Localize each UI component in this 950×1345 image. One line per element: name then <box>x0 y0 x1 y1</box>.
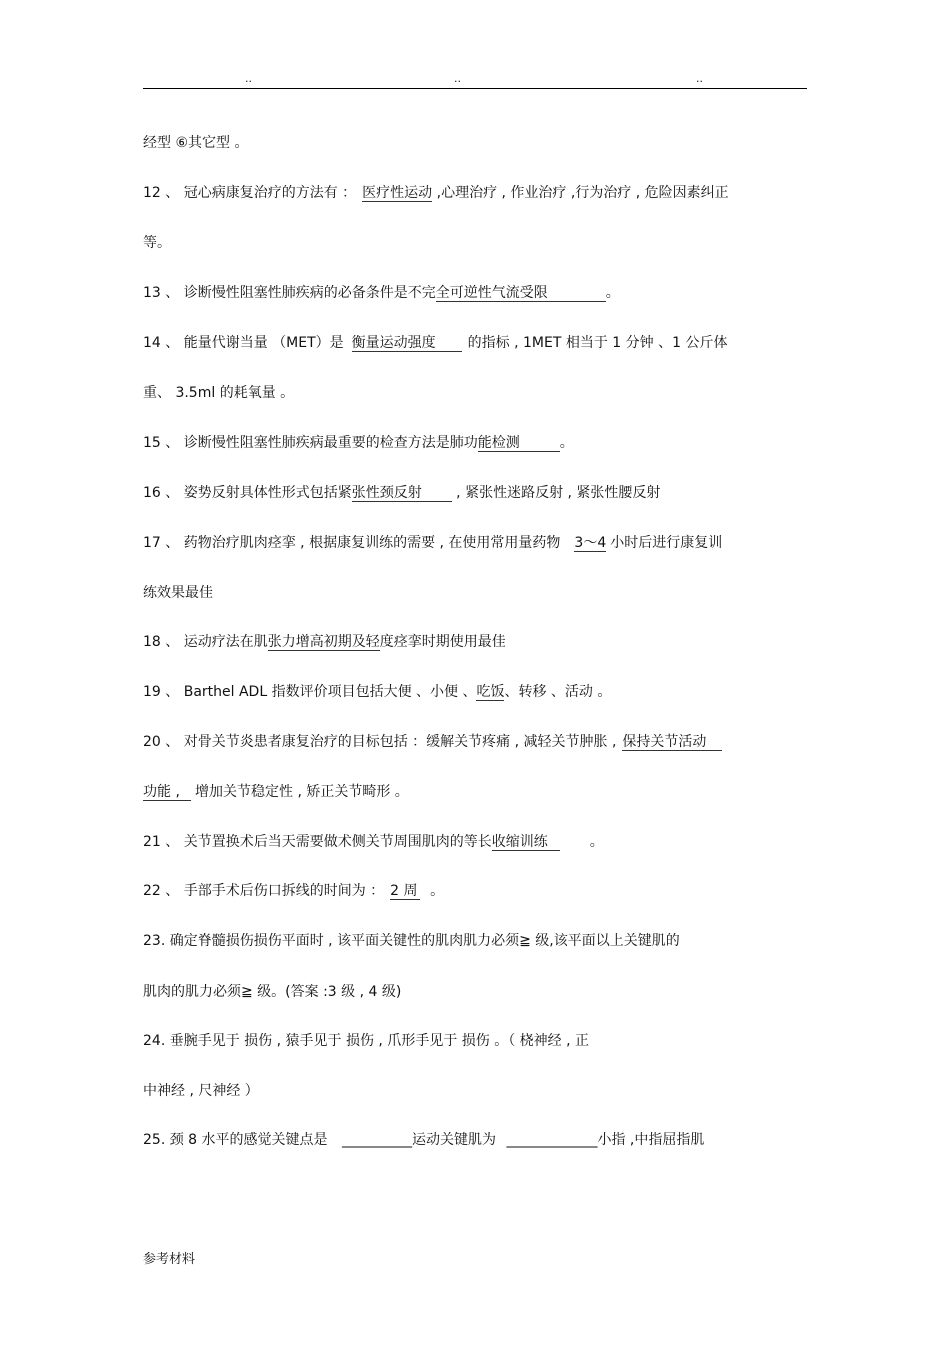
blank-line: __________ <box>341 1132 412 1148</box>
text-line: 22 、 手部手术后伤口拆线的时间为 ： 2 周 。 <box>143 883 445 899</box>
answer-underline: 医疗性运动 <box>362 185 433 201</box>
answer-underline: 3～4 <box>574 535 607 551</box>
text-line: 12 、 冠心病康复治疗的方法有 ： 医疗性运动 ,心理治疗 , 作业治疗 ,行为治疗 , 危险因素纠正 <box>143 185 729 201</box>
answer-underline: 收缩训练 <box>492 834 560 851</box>
answer-underline: 衡量运动强度 <box>352 335 462 352</box>
text-line: 24. 垂腕手见于 损伤 , 猿手见于 损伤 , 爪形手见于 损伤 。（ 桡神经 , 正 <box>143 1033 590 1049</box>
text-line: 功能 , 增加关节稳定性 , 矫正关节畸形 。 <box>143 784 409 800</box>
header-dots-2: .. <box>454 72 461 85</box>
text-line: 17 、 药物治疗肌肉痉挛 , 根据康复训练的需要 , 在使用常用量药物 3～4 小时后进行康复训 <box>143 535 723 551</box>
header-dots-3: .. <box>696 72 703 85</box>
text-line: 21 、 关节置换术后当天需要做术侧关节周围肌肉的等长收缩训练 。 <box>143 834 604 850</box>
answer-underline: 张性颈反射 <box>352 485 452 502</box>
text-line: 23. 确定脊髓损伤损伤平面时 , 该平面关键性的肌肉肌力必须≧ 级,该平面以上关键肌的 <box>143 933 680 949</box>
page-footer: 参考材料 <box>143 1252 196 1267</box>
answer-underline: 2 周 <box>390 883 420 900</box>
answer-underline: 全可逆性气流受限 <box>436 285 606 302</box>
text-line: 经型 ⑥其它型 。 <box>143 135 249 151</box>
answer-underline: 张力增高初期及轻 <box>267 634 380 650</box>
text-line: 练效果最佳 <box>143 585 213 601</box>
answer-underline: 吃饭 <box>476 684 505 700</box>
text-line: 重、 3.5ml 的耗氧量 。 <box>143 385 295 401</box>
answer-underline: 功能 , <box>143 784 191 801</box>
text-line: 肌肉的肌力必须≧ 级。(答案 :3 级 , 4 级) <box>143 984 402 1000</box>
text-line: 15 、 诊断慢性阻塞性肺疾病最重要的检查方法是肺功能检测 。 <box>143 435 574 451</box>
page-header <box>143 70 807 89</box>
text-line: 13 、 诊断慢性阻塞性肺疾病的必备条件是不完全可逆性气流受限 。 <box>143 285 620 301</box>
text-line: 18 、 运动疗法在肌张力增高初期及轻度痉挛时期使用最佳 <box>143 634 506 650</box>
header-dots-1: .. <box>245 72 252 85</box>
text-line: 中神经 , 尺神经 ） <box>143 1083 259 1099</box>
answer-underline: 能检测 <box>478 435 560 452</box>
answer-underline: 保持关节活动 <box>622 734 722 751</box>
blank-line: _____________ <box>506 1132 598 1148</box>
text-line: 等。 <box>143 235 171 251</box>
text-line: 20 、 对骨关节炎患者康复治疗的目标包括 ：缓解关节疼痛 , 减轻关节肿胀 , 保持关节活动 <box>143 732 808 752</box>
text-line: 25. 颈 8 水平的感觉关键点是 __________运动关键肌为 _____________小指 ,中指屈指肌 <box>143 1132 705 1148</box>
text-line: 19 、 Barthel ADL 指数评价项目包括大便 、小便 、吃饭、转移 、活动 。 <box>143 684 612 700</box>
text-line: 14 、 能量代谢当量 （MET）是 衡量运动强度 的指标 , 1MET 相当于 1 分钟 、1 公斤体 <box>143 335 728 351</box>
text-line: 16 、 姿势反射具体性形式包括紧张性颈反射 , 紧张性迷路反射 , 紧张性腰反射 <box>143 485 661 501</box>
